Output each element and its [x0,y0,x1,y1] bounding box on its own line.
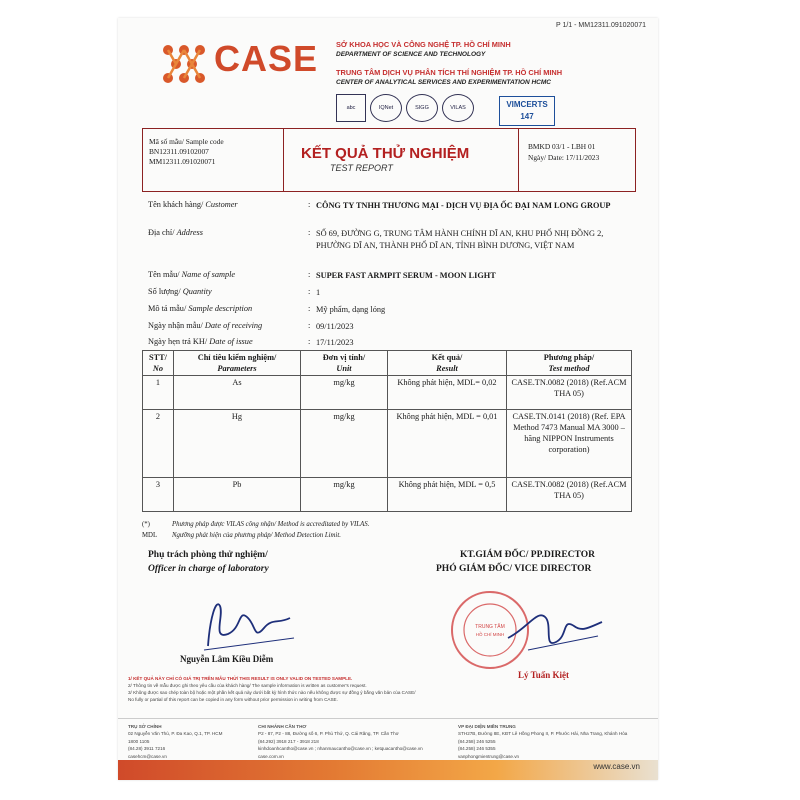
right-signature-icon [498,598,608,662]
svg-text:HỒ CHÍ MINH: HỒ CHÍ MINH [475,632,505,637]
customer-label-vi: Tên khách hàng/ [148,200,206,209]
cell-no: 1 [143,376,174,410]
sample-code-1: BN12311.09102007 [149,147,209,156]
quantity-label-en: Quantity [182,287,212,296]
sample-name-label-vi: Tên mẫu/ [148,270,182,279]
case-logo-icon [158,42,214,86]
cell-result: Không phát hiện, MDL = 0,01 [388,410,507,478]
vimcerts-number: 147 [520,112,534,121]
cell-param: As [174,376,301,410]
vimcerts-label: VIMCERTS [506,100,548,109]
footer-contacts [118,718,658,759]
sample-code-label: Mã số mẫu/ Sample code [149,137,224,146]
report-date: Ngày/ Date: 17/11/2023 [528,153,600,162]
footer-head-office: TRỤ SỞ CHÍNH 02 Nguyễn Văn Thủ, P. Đa Kao, Q.1, TP. HCM 1800 1105 (84.28) 3911 7216 casehcm@case.vn [128,724,223,759]
svg-text:TRUNG TÂM: TRUNG TÂM [475,624,505,630]
col-header-unit: Đơn vị tính/ Unit [301,351,388,376]
director-title-1: KT.GIÁM ĐỐC/ PP.DIRECTOR [460,550,595,560]
cert-logo-abc: abc [336,94,366,122]
address-label-vi: Địa chỉ/ [148,228,177,237]
logo-text: CASE [214,38,319,79]
report-subtitle: TEST REPORT [330,163,393,173]
director-title-2: PHÓ GIÁM ĐỐC/ VICE DIRECTOR [436,564,592,574]
footer-central-office: VP ĐẠI DIỆN MIỀN TRUNG STH27B, Đường 8E, KĐT Lê Hồng Phong II, P. Phước Hải, Nha Trang, Khánh Hòa (84.258) 246 5255 (84.258) 246 5355 vanphongmientrung@case.vn [458,724,628,759]
disclaimer-1: 1/ KẾT QUẢ NÀY CHỈ CÓ GIÁ TRỊ TRÊN MẪU THỬ/ THIS RESULT IS ONLY VALID ON TESTED SAMPLE. [128,676,353,681]
cert-logo-vilas: VILAS [442,94,474,122]
receiving-value: 09/11/2023 [316,322,354,331]
disclaimer-3: 3/ Không được sao chép toàn bộ hoặc một phần kết quả này dưới bất kỳ hình thức nào nếu không được sự đồng ý bằng văn bản của CASE/ [128,690,416,695]
issue-label-en: Date of issue [209,337,253,346]
cell-result: Không phát hiện, MDL = 0,5 [388,478,507,512]
description-value: Mỹ phẩm, dạng lỏng [316,305,386,314]
col-header-method: Phương pháp/ Test method [507,351,632,376]
cert-logo-sigg: SIGG [406,94,438,122]
header-divider-right [518,129,519,191]
disclaimer-2: 2/ Thông tin về mẫu được ghi theo yêu cầu của khách hàng/ The sample information is written as customer's request. [128,683,367,688]
header-divider-left [283,129,284,191]
table-row [143,478,632,512]
sample-name-label-en: Name of sample [181,270,236,279]
lab-officer-name: Nguyễn Lâm Kiều Diễm [180,654,274,664]
cert-logo-iqnet: IQNet [370,94,402,122]
address-label-en: Address [176,228,204,237]
table-row [143,410,632,478]
table-header-row [143,351,632,376]
col-header-result: Kết quả/ Result [388,351,507,376]
cell-method: CASE.TN.0082 (2018) (Ref.ACM THA 05) [507,478,632,512]
note-mdl: MDL Ngưỡng phát hiện của phương pháp/ Method Detection Limit. [142,532,341,539]
report-header-box [142,128,636,192]
form-code: BMKD 03/1 - LBH 01 [528,142,596,151]
cell-unit: mg/kg [301,410,388,478]
left-signature-icon [198,588,298,654]
center-vi: TRUNG TÂM DỊCH VỤ PHÂN TÍCH THÍ NGHIỆM TP. HỒ CHÍ MINH [336,68,563,77]
cell-result: Không phát hiện, MDL= 0,02 [388,376,507,410]
col-header-parameters: Chỉ tiêu kiểm nghiệm/ Parameters [174,351,301,376]
results-table [142,350,632,512]
cell-unit: mg/kg [301,376,388,410]
cell-param: Hg [174,410,301,478]
page-reference: P 1/1 - MM12311.091020071 [555,22,646,29]
issue-value: 17/11/2023 [316,338,354,347]
department-vi: SỞ KHOA HỌC VÀ CÔNG NGHỆ TP. HỒ CHÍ MINH [336,40,511,49]
cell-no: 3 [143,478,174,512]
cell-no: 2 [143,410,174,478]
description-label-vi: Mô tả mẫu/ [148,304,189,313]
description-label-en: Sample description [188,304,253,313]
address-value: SỐ 69, ĐƯỜNG G, TRUNG TÂM HÀNH CHÍNH DĨ AN, KHU PHỐ NHỊ ĐỒNG 2, PHƯỜNG DĨ AN, THÀNH PHỐ DĨ AN, TỈNH BÌNH DƯƠNG, VIỆT NAM [316,229,604,250]
quantity-label-vi: Số lượng/ [148,287,183,296]
table-row [143,376,632,410]
lab-officer-title-en: Officer in charge of laboratory [148,564,269,574]
test-report-document: P 1/1 - MM12311.091020071 CASE SỞ KHOA HỌC VÀ CÔNG NGHỆ TP. HỒ CHÍ MINH DEPARTMENT OF SCIENCE AND TECHNOLOGY TRUNG TÂM DỊCH VỤ PHÂN TÍCH THÍ NGHIỆM TP. HỒ CHÍ MINH CENTER OF ANALYTICAL SERVICES AND EXPERIMENTATION HCMC abc IQNet SIGG VILAS VIMCERTS 147 Mã số mẫu/ Sample code BN12311.09102007 MM12311.091020071 KẾT QUẢ THỬ NGHIỆM TEST REPORT BMKD 03/1 - LBH 01 Ngày/ Date: 17/11/2023 Tên khách hàng/ Customer : CÔNG TY TNHH THƯƠNG MẠI - DỊCH VỤ ĐỊA ỐC ĐẠI NAM LONG GROUP Địa chỉ/ Address : SỐ 69, ĐƯỜNG G, TRUNG TÂM HÀNH CHÍNH DĨ AN, KHU PHỐ NHỊ ĐỒNG 2, PHƯỜNG DĨ AN, THÀNH PHỐ DĨ AN, TỈNH BÌNH DƯƠNG, VIỆT NAM Tên mẫu/ Name of sample : SUPER FAST ARMPIT SERUM - MOON LIGHT Số lượng/ Quantity : 1 Mô tả mẫu/ Sample description : Mỹ phẩm, dạng lỏng Ngày nhận mẫu/ Date of receiving : 09/11/2023 Ngày hẹn trả KH/ Date of issue : 17/11/2023 STT/ No Chỉ tiêu kiểm nghiệm/ Parameters Đơn vị tính/ Unit Kết quả/ Result Phương pháp/ Test method 1 As mg/kg Không phát hiện, MDL= 0,02 CASE.TN.0082 (2018) (Ref.ACM THA 05) 2 Hg mg/kg Không phát hiện, MDL = 0,01 CASE.TN.0141 (2018) (Ref. EPA Method 7473 Manual MA 3000 – hãng NIPPON Instruments corporation) 3 Pb mg/kg Không phát hiện, MDL = 0,5 CASE.TN.0082 (2018) (Ref.ACM THA 05) (*) Phương pháp được VILAS công nhận/ Method is accreditated by VILAS. MDL Ngưỡng phát hiện của phương pháp/ Method Detection Limit. Phụ trách phòng thử nghiệm/ Officer in charge of laboratory KT.GIÁM ĐỐC/ PP.DIRECTOR PHÓ GIÁM ĐỐC/ VICE DIRECTOR Nguyễn Lâm Kiều Diễm TRUNG TÂM HỒ CHÍ MINH Lý Tuấn Kiệt 1/ KẾT QUẢ NÀY CHỈ CÓ GIÁ TRỊ TRÊN MẪU THỬ/ THIS RESULT IS ONLY VALID ON TESTED SAMPLE. 2/ Thông tin về mẫu được ghi theo yêu cầu của khách hàng/ The sample information is written as customer's request. 3/ Không được sao chép toàn bộ hoặc một phần kết quả này dưới bất kỳ hình thức nào nếu không được sự đồng ý bằng văn bản của CASE/ No fully or partial of this report can be copied in any form without prior permission in writing from CASE. TRỤ SỞ CHÍNH 02 Nguyễn Văn Thủ, P. Đa Kao, Q.1, TP. HCM 1800 1105 (84.28) 3911 7216 casehcm@case.vn CHI NHÁNH CẦN THƠ P2 - 87, P2 - 88, Đường số 6, P. Phú Thứ, Q. Cái Răng, TP. Cần Thơ (84.292) 3918 217 - 3918 218 kinhdoanhcantho@case.vn ; nhanmaucantho@case.vn ; ketquacantho@case.vn case.com.vn VP ĐẠI DIỆN MIỀN TRUNG STH27B, Đường 8E, KĐT Lê Hồng Phong II, P. Phước Hải, Nha Trang, Khánh Hòa (84.258) 246 5255 (84.258) 246 5355 vanphongmientrung@case.vn www.case.vn [118,18,658,780]
disclaimer-4: No fully or partial of this report can be copied in any form without prior permission in writing from CASE. [128,697,338,702]
customer-value: CÔNG TY TNHH THƯƠNG MẠI - DỊCH VỤ ĐỊA ỐC ĐẠI NAM LONG GROUP [316,201,611,210]
vimcerts-badge [499,96,555,126]
receiving-label-vi: Ngày nhận mẫu/ [148,321,205,330]
col-header-no: STT/ No [143,351,174,376]
cell-unit: mg/kg [301,478,388,512]
footer-cantho-branch: CHI NHÁNH CẦN THƠ P2 - 87, P2 - 88, Đường số 6, P. Phú Thứ, Q. Cái Răng, TP. Cần Thơ (84.292) 3918 217 - 3918 218 kinhdoanhcantho@case.vn ; nhanmaucantho@case.vn ; ketquacantho@case.vn case.com.vn [258,724,423,759]
sample-code-block [149,137,224,167]
customer-label-en: Customer [205,200,238,209]
lab-officer-title-vi: Phụ trách phòng thử nghiệm/ [148,550,268,560]
form-code-block [528,141,599,163]
sample-code-2: MM12311.091020071 [149,157,216,166]
quantity-value: 1 [316,288,321,297]
cell-method: CASE.TN.0082 (2018) (Ref.ACM THA 05) [507,376,632,410]
cell-method: CASE.TN.0141 (2018) (Ref. EPA Method 7473 Manual MA 3000 – hãng NIPPON Instruments corporation) [507,410,632,478]
cell-param: Pb [174,478,301,512]
receiving-label-en: Date of receiving [204,321,263,330]
note-vilas: (*) Phương pháp được VILAS công nhận/ Method is accreditated by VILAS. [142,521,370,528]
center-en: CENTER OF ANALYTICAL SERVICES AND EXPERIMENTATION HCMC [336,79,551,86]
footer-color-bar [118,760,658,780]
director-name: Lý Tuấn Kiệt [518,670,570,680]
department-en: DEPARTMENT OF SCIENCE AND TECHNOLOGY [336,51,486,58]
sample-name-value: SUPER FAST ARMPIT SERUM - MOON LIGHT [316,271,496,280]
website-url: www.case.vn [593,762,640,771]
report-title: KẾT QUẢ THỬ NGHIỆM [301,145,470,162]
issue-label-vi: Ngày hẹn trả KH/ [148,337,210,346]
